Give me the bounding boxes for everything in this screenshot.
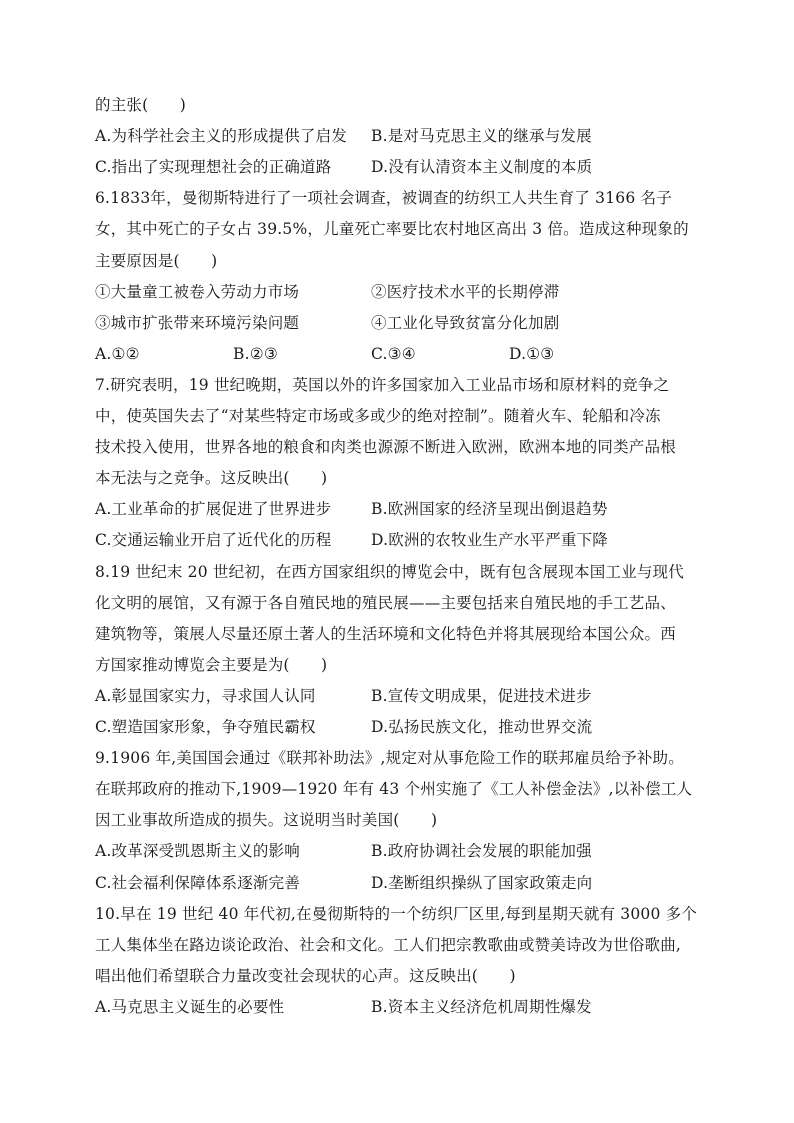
option-left: ①大量童工被卷入劳动力市场 <box>95 282 300 301</box>
text-line: 建筑物等，策展人尽量还原土著人的生活环境和文化特色并将其展现给本国公众。西 <box>95 624 676 643</box>
option-row <box>95 123 715 149</box>
text-line: 的主张( ) <box>95 96 186 114</box>
option-row <box>95 341 715 367</box>
option-c: C.③④ <box>371 344 416 363</box>
option-left: C.交通运输业开启了近代化的历程 <box>95 531 332 550</box>
text-line: 7.研究表明，19 世纪晚期，英国以外的许多国家加入工业品市场和原材料的竞争之 <box>95 375 670 394</box>
text-line: 技术投入使用，世界各地的粮食和肉类也源源不断进入欧洲，欧洲本地的同类产品根 <box>95 438 676 457</box>
option-row <box>95 870 715 896</box>
option-row <box>95 527 715 553</box>
text-line: 方国家推动博览会主要是为( ) <box>95 655 328 674</box>
option-left: A.工业革命的扩展促进了世界进步 <box>95 500 332 519</box>
option-row <box>95 310 715 336</box>
option-right: ④工业化导致贫富分化加剧 <box>371 313 560 332</box>
option-left: A.为科学社会主义的形成提供了启发 <box>95 127 348 146</box>
option-right: D.弘扬民族文化，推动世界交流 <box>371 718 593 736</box>
option-left: A.马克思主义诞生的必要性 <box>95 997 285 1016</box>
option-row <box>95 279 715 305</box>
text-line: 因工业事故所造成的损失。这说明当时美国( ) <box>95 811 438 830</box>
option-left: C.塑造国家形象，争夺殖民霸权 <box>95 718 316 736</box>
text-line: 主要原因是( ) <box>95 251 218 270</box>
option-left: C.社会福利保障体系逐渐完善 <box>95 873 301 892</box>
option-row <box>95 994 715 1020</box>
text-line: 中，使英国失去了“对某些特定市场或多或少的绝对控制”。随着火车、轮船和冷冻 <box>95 407 661 425</box>
option-right: D.垄断组织操纵了国家政策走向 <box>371 873 593 892</box>
text-line: 唱出他们希望联合力量改变社会现状的心声。这反映出( ) <box>95 966 516 985</box>
option-left: A.彰显国家实力，寻求国人认同 <box>95 686 316 705</box>
option-row <box>95 714 715 740</box>
option-right: B.是对马克思主义的继承与发展 <box>371 127 592 146</box>
option-right: B.政府协调社会发展的职能加强 <box>371 842 592 861</box>
option-row <box>95 496 715 522</box>
option-left: C.指出了实现理想社会的正确道路 <box>95 158 332 177</box>
option-right: B.欧洲国家的经济呈现出倒退趋势 <box>371 500 608 519</box>
text-line: 化文明的展馆，又有源于各自殖民地的殖民展——主要包括来自殖民地的手工艺品、 <box>95 593 676 612</box>
option-right: B.宣传文明成果，促进技术进步 <box>371 686 592 705</box>
option-row <box>95 154 715 180</box>
text-line: 6.1833年，曼彻斯特进行了一项社会调查，被调查的纺织工人共生育了 3166 名子 <box>95 189 672 208</box>
option-right: B.资本主义经济危机周期性爆发 <box>371 997 592 1016</box>
text-line: 8.19 世纪末 20 世纪初，在西方国家组织的博览会中，既有包含展现本国工业与现代 <box>95 562 684 581</box>
text-line: 本无法与之竞争。这反映出( ) <box>95 469 328 488</box>
option-left: ③城市扩张带来环境污染问题 <box>95 313 300 332</box>
text-line: 工人集体坐在路边谈论政治、社会和文化。工人们把宗教歌曲或赞美诗改为世俗歌曲, <box>95 935 682 954</box>
text-line: 在联邦政府的推动下,1909—1920 年有 43 个州实施了《工人补偿金法》,以补偿工人 <box>95 780 693 799</box>
text-line: 女，其中死亡的子女占 39.5%，儿童死亡率要比农村地区高出 3 倍。造成这种现象的 <box>95 220 689 239</box>
option-right: D.没有认清资本主义制度的本质 <box>371 158 593 177</box>
text-line: 10.早在 19 世纪 40 年代初,在曼彻斯特的一个纺织厂区里,每到星期天就有 3000 多个 <box>95 904 698 923</box>
option-left: A.改革深受凯恩斯主义的影响 <box>95 842 300 861</box>
text-line: 9.1906 年,美国国会通过《联邦补助法》,规定对从事危险工作的联邦雇员给予补助。 <box>95 749 684 768</box>
option-b: B.②③ <box>233 344 278 363</box>
option-d: D.①③ <box>509 344 555 363</box>
option-row <box>95 683 715 709</box>
option-row <box>95 838 715 864</box>
option-right: ②医疗技术水平的长期停滞 <box>371 282 560 301</box>
option-right: D.欧洲的农牧业生产水平严重下降 <box>371 531 609 550</box>
option-a: A.①② <box>95 344 140 363</box>
